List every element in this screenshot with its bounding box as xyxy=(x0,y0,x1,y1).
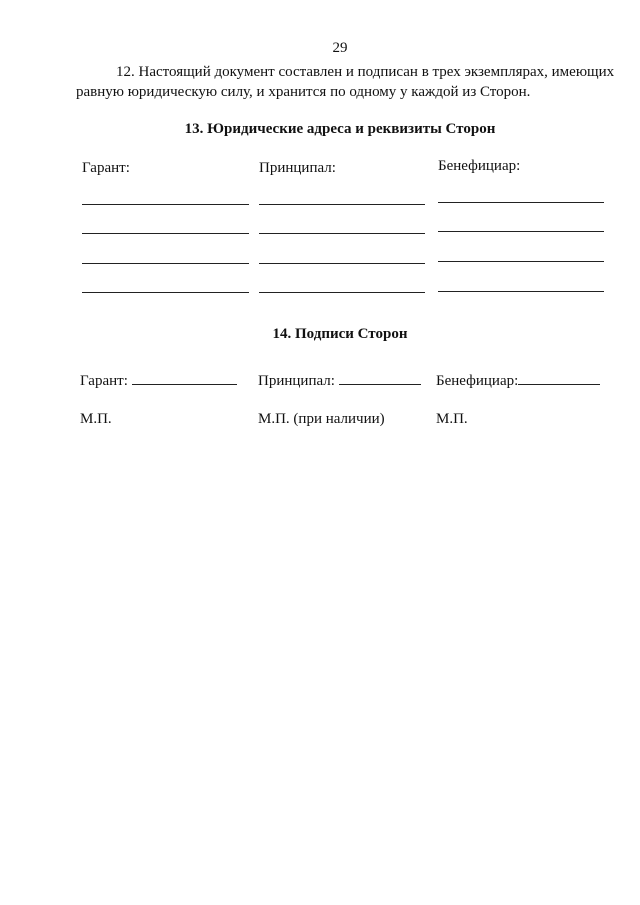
guarantor-requisites-line xyxy=(82,204,249,205)
section-13-title: 13. Юридические адреса и реквизиты Сторон xyxy=(184,121,496,137)
guarantor-signature xyxy=(80,370,237,390)
beneficiary-requisites-line xyxy=(438,202,604,203)
beneficiary-signature xyxy=(436,370,600,390)
principal-requisites-line xyxy=(259,263,425,264)
beneficiary-label: Бенефициар: xyxy=(438,158,521,174)
guarantor-stamp: М.П. xyxy=(80,411,112,427)
principal-signature-label: Принципал: xyxy=(258,373,335,389)
principal-requisites-line xyxy=(259,292,425,293)
principal-signature xyxy=(258,370,421,390)
guarantor-signature-label: Гарант: xyxy=(80,373,128,389)
beneficiary-requisites-line xyxy=(438,231,604,232)
principal-signature-line xyxy=(339,370,421,385)
principal-stamp: М.П. (при наличии) xyxy=(258,411,385,427)
beneficiary-requisites-line xyxy=(438,261,604,262)
page-number: 29 xyxy=(332,40,348,56)
beneficiary-stamp: М.П. xyxy=(436,411,468,427)
principal-requisites-line xyxy=(259,204,425,205)
principal-label: Принципал: xyxy=(259,160,336,176)
paragraph-12-line-1: 12. Настоящий документ составлен и подписан в трех экземплярах, имеющих xyxy=(116,64,615,80)
guarantor-requisites-line xyxy=(82,263,249,264)
section-14-title: 14. Подписи Сторон xyxy=(272,326,408,342)
guarantor-signature-line xyxy=(132,370,237,385)
beneficiary-requisites-line xyxy=(438,291,604,292)
principal-requisites-line xyxy=(259,233,425,234)
beneficiary-signature-label: Бенефициар: xyxy=(436,373,519,389)
guarantor-requisites-line xyxy=(82,233,249,234)
paragraph-12-line-2: равную юридическую силу, и хранится по одному у каждой из Сторон. xyxy=(76,84,531,100)
guarantor-label: Гарант: xyxy=(82,160,130,176)
beneficiary-signature-line xyxy=(518,370,600,385)
guarantor-requisites-line xyxy=(82,292,249,293)
